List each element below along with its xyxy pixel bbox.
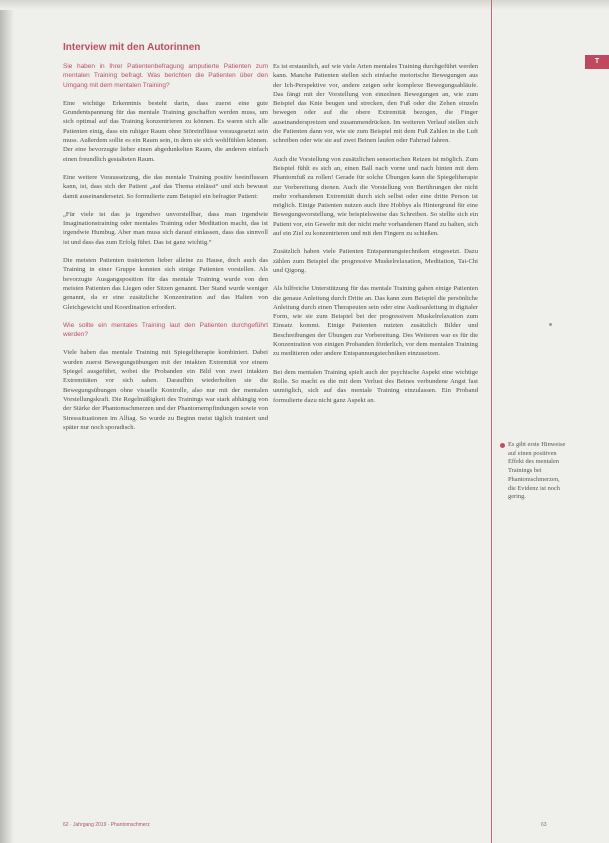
answer-paragraph: „Für viele ist das ja irgendwo unvorstellbar, dass man irgendwie Imaginationstraining oder mentales Training oder Meditation macht, das ist irgendwie Humbug. Aber man muss sich darauf einlassen, dass das sinnvoll ist und dass das zum Erfolg führt. Das ist ganz wichtig.“: [63, 210, 268, 246]
right-column: [273, 62, 478, 414]
page-edge-shadow: [0, 0, 14, 843]
margin-mark: [549, 323, 552, 326]
left-column: [63, 62, 268, 441]
footer-left: 62 · Jahrgang 2019 · Phantomschmerz: [63, 822, 150, 828]
page-tab: T: [585, 55, 609, 69]
answer-paragraph: Eine wichtige Erkenntnis besteht darin, dass zuerst eine gute Grundentspannung für das mentale Training geschaffen werden muss, um sich optimal auf das Training konzentrieren zu können. Es waren sich alle Patienten einig, dass ein ruhiger Raum ohne Störeinflüsse vorausgesetzt sein muss. Außerdem sollte es ein Raum sein, in dem sie sich wohlfühlen können. Der eine bevorzugte lieber einen abgedunkelten Raum, die anderen einfach einen freundlich gestalteten Raum.: [63, 99, 268, 163]
page-number: 63: [541, 822, 547, 828]
side-note: Es gibt erste Hinweise auf einen positiven Effekt des mentalen Trainings bei Phantomschmerzen, die Evidenz ist noch gering.: [508, 441, 566, 501]
question-paragraph: Sie haben in Ihrer Patientenbefragung amputierte Patienten zum mentalen Training befragt. Was berichten die Patienten über den Umgang mit dem mentalen Training?: [63, 63, 268, 89]
answer-paragraph: Viele haben das mentale Training mit Spiegeltherapie kombiniert. Dabei wurden zuerst Bewegungsübungen mit der intakten Extremität vor einem Spiegel ausgeführt, wobei die Probanden ein Bild von zwei intakten Extremitäten vor sich sahen. Daraufhin wiederholten sie die Bewegungsübungen ohne visuelle Kontrolle, also nur mit der mentalen Vorstellungskraft. Die Regelmäßigkeit des Trainings war stark abhängig von der Stärke der Phantomschmerzen und der Phantomempfindungen sowie von Stresssituationen im Alltag. So wurde zu Beginn meist täglich trainiert und später nur noch sporadisch.: [63, 349, 268, 431]
answer-paragraph: Bei dem mentalen Training spielt auch der psychische Aspekt eine wichtige Rolle. So macht es die mit dem Verlust des Beines verbundene Angst fast unmöglich, sich auf das mentale Training einzulassen. Ein Proband formulierte dazu nicht ganz Aspekt an.: [273, 368, 478, 404]
interview-heading: Interview mit den Autorinnen: [63, 42, 201, 53]
answer-paragraph: Auch die Vorstellung von zusätzlichen sensorischen Reizen ist möglich. Zum Beispiel fühlt es sich an, einen Ball nach vorne und nach hinten mit dem Phantomfuß zu rollen! Gerade für solche Übungen kann die Spiegeltherapie zur Vorbereitung dienen. Auch die Vorstellung von Berührungen der nicht mehr vorhandenen Extremität durch sich selbst oder eine dritte Person ist möglich. Einige Patienten nutzen auch ihre Hobbys als Hintergrund für eine Bewegungsvorstellung, wie beispielsweise das Schreiben. So stellte sich ein Patient vor, ein Gewehr mit der nicht mehr vorhandenen Hand zu halten, sich auf ein Ziel zu konzentrieren und mit den Fingern zu schießen.: [273, 155, 478, 238]
answer-paragraph: Zusätzlich haben viele Patienten Entspannungstechniken eingesetzt. Dazu zählen zum Beispiel die progressive Muskelrelaxation, Meditation, Tai-Chi und Qigong.: [273, 248, 478, 274]
page-top-shadow: [0, 0, 609, 10]
question-paragraph: Wie sollte ein mentales Training laut den Patienten durchgeführt werden?: [63, 321, 268, 339]
answer-paragraph: Es ist erstaunlich, auf wie viele Arten mentales Training durchgeführt werden kann. Manche Patienten stellen sich einfache motorische Bewegungen aus der Ich-Perspektive vor, andere zeigen sehr komplexe Bewegungsabläufe. Das fängt mit der Vorstellung von einzelnen Bewegungen an, wie zum Beispiel das Knie beugen und strecken, den Fuß oder die Zehen einzeln bewegen oder auf die obere Extremität bezogen, die Finger auseinanderspreizen und zusammendrücken. Im weiteren Verlauf stellen sich die Patienten dann vor, wie sie zum Beispiel mit dem Fuß Zahlen in die Luft schreiben oder wie sie auf zwei Beinen laufen oder Fahrrad fahren.: [273, 63, 478, 145]
answer-paragraph: Eine weitere Voraussetzung, die das mentale Training positiv beeinflussen kann, ist, dass sich der Patient „auf das Thema einlässt“ und sich bewusst damit auseinandersetzt. So formulierte zum Beispiel ein befragter Patient:: [63, 173, 268, 200]
answer-paragraph: Als hilfreiche Unterstützung für das mentale Training gaben einige Patienten die genaue Anleitung durch Dritte an. Das kann zum Beispiel die persönliche Anleitung durch einen Therapeuten sein oder eine Audioanleitung in digitaler Form, wie sie zum Beispiel bei der progressiven Muskelrelaxation zum Einsatz kommt. Einige Patienten nutzten zusätzlich Bilder und Beschreibungen der Übungen zur Vorbereitung. Des Weiteren war es für die Konzentration von einigen Probanden förderlich, vor dem mentalen Training zu meditieren oder andere Entspannungstechniken einzusetzen.: [273, 285, 478, 358]
margin-rule: [491, 0, 492, 843]
answer-paragraph: Die meisten Patienten trainierten lieber alleine zu Hause, doch auch das Training in einer Gruppe konnten sich einige Patienten vorstellen. Als bevorzugte Ausgangsposition für das mentale Training wurde von den meisten Patienten das Liegen oder Sitzen genannt. Der Stand wurde weniger genannt, da er eine zusätzliche Konzentration auf das Halten von Gleichgewicht und Koordination erfordert.: [63, 257, 268, 311]
note-bullet-icon: [500, 443, 505, 448]
